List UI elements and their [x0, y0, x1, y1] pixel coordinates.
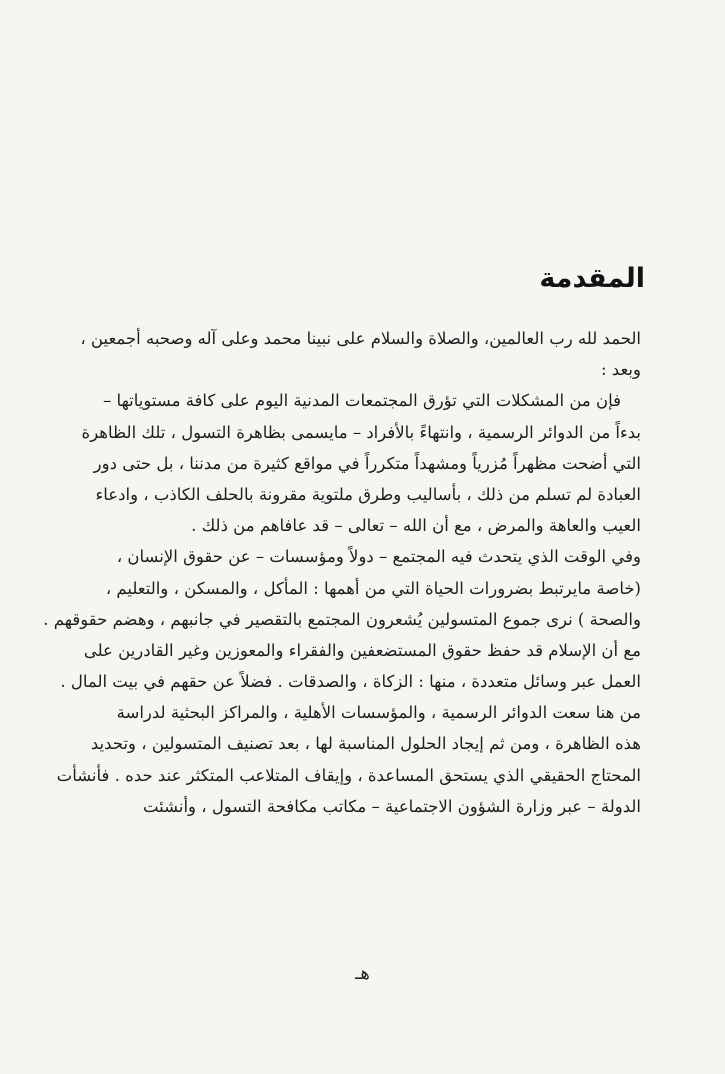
body-text: [43, 323, 641, 822]
text-line: التي أضحت مظهراً مُزرياً ومشهداً متكرراً في مواقع كثيرة من مدننا ، بل حتى دور: [93, 453, 641, 473]
text-line: فإن من المشكلات التي تؤرق المجتمعات المدنية اليوم على كافة مستوياتها –: [103, 391, 621, 411]
text-line: هذه الظاهرة ، ومن ثم إيجاد الحلول المناسبة لها ، بعد تصنيف المتسولين ، وتحديد: [90, 734, 641, 754]
text-line: المحتاج الحقيقي الذي يستحق المساعدة ، وإيقاف المتلاعب المتكثر عند حده . فأنشأت: [56, 765, 641, 785]
text-line: العمل عبر وسائل متعددة ، منها : الزكاة ، والصدقات . فضلاً عن حقهم في بيت المال .: [60, 672, 641, 692]
text-line: بدءاً من الدوائر الرسمية ، وانتهاءً بالأفراد – مايسمى بظاهرة التسول ، تلك الظاهرة: [81, 422, 641, 442]
text-line: الدولة – عبر وزارة الشؤون الاجتماعية – مكاتب مكافحة التسول ، وأنشئت: [142, 796, 641, 816]
text-line: العيب والعاهة والمرض ، مع أن الله – تعالى – قد عافاهم من ذلك .: [191, 516, 641, 536]
text-line: العبادة لم تسلم من ذلك ، بأساليب وطرق ملتوية مقرونة بالحلف الكاذب ، وادعاء: [95, 484, 641, 504]
text-line: من هنا سعت الدوائر الرسمية ، والمؤسسات الأهلية ، والمراكز البحثية لدراسة: [116, 703, 641, 723]
text-line: وفي الوقت الذي يتحدث فيه المجتمع – دولاً ومؤسسات – عن حقوق الإنسان ،: [116, 547, 641, 567]
page-title: المقدمة: [539, 263, 645, 294]
text-line: والصحة ) نرى جموع المتسولين يُشعرون المجتمع بالتقصير في جانبهم ، وهضم حقوقهم .: [43, 609, 641, 629]
text-line: الحمد لله رب العالمين، والصلاة والسلام على نبينا محمد وعلى آله وصحبه أجمعين ،: [80, 329, 641, 348]
text-line: مع أن الإسلام قد حفظ حقوق المستضعفين والفقراء والمعوزين وغير القادرين على: [83, 640, 641, 660]
text-line: (خاصة مايرتبط بضرورات الحياة التي من أهمها : المأكل ، والمسكن ، والتعليم ،: [105, 578, 641, 598]
text-line: وبعد :: [601, 360, 641, 380]
page-number: هـ: [355, 963, 370, 984]
